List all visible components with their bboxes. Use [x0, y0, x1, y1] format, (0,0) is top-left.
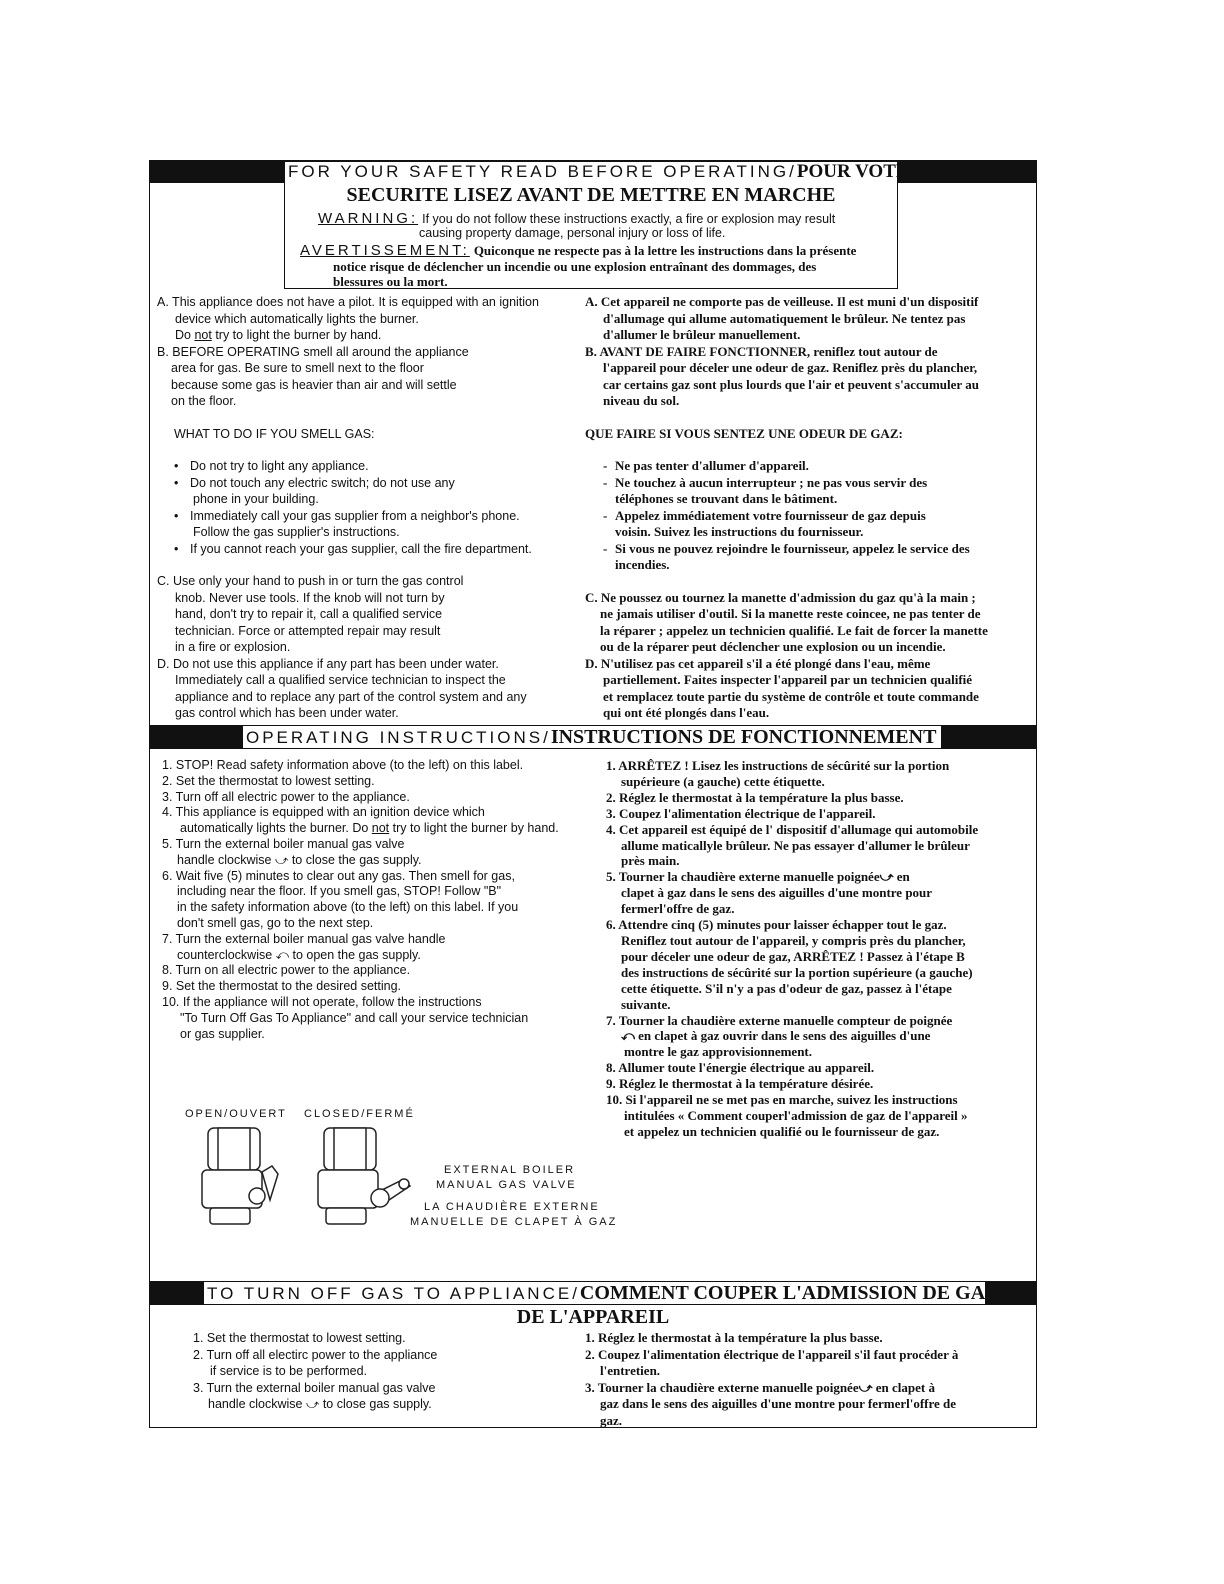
turnoff-fr-column [585, 1330, 1025, 1429]
en-item-b-line1: B. BEFORE OPERATING smell all around the appliance [157, 344, 469, 359]
en-item-c-line2: knob. Never use tools. If the knob will not turn by [175, 590, 445, 605]
op-en-step-2: 2. Set the thermostat to lowest setting. [162, 773, 375, 788]
op-fr-step-6c: pour déceler une odeur de gaz, ARRÊTEZ ! Passez à l'étape B [621, 948, 965, 964]
op-fr-step-7: 7. Tourner la chaudière externe manuelle compteur de poignée [606, 1012, 953, 1028]
op-fr-step-10c: et appelez un technicien qualifié ou le fournisseur de gaz. [624, 1123, 940, 1139]
en-item-c-line5: in a fire or explosion. [175, 640, 291, 654]
op-fr-step-9: 9. Réglez le thermostat à la température désirée. [606, 1076, 874, 1092]
en-item-d-line2: Immediately call a qualified service technician to inspect the [175, 673, 506, 687]
off-fr-step-1: 1. Réglez le thermostat à la température la plus basse. [585, 1330, 883, 1345]
op-en-step-5: 5. Turn the external boiler manual gas valve [162, 836, 405, 851]
valve-label-en-1: EXTERNAL BOILER [444, 1164, 576, 1176]
fr-item-d-line4: qui ont été plongés dans l'eau. [603, 705, 770, 720]
clockwise-arrow-icon: ⤻ [879, 869, 894, 885]
op-fr-step-4b: allume maticallyle brûleur. Ne pas essayer d'allumer le brûleur [621, 837, 970, 853]
op-en-step-1: 1. STOP! Read safety information above (to the left) on this label. [162, 758, 524, 772]
turnoff-title-en: TO TURN OFF GAS TO APPLIANCE/ [207, 1284, 580, 1303]
operating-title-fr: INSTRUCTIONS DE FONCTIONNEMENT [550, 726, 937, 748]
op-fr-step-5b: clapet à gaz dans le sens des aiguilles d'une montre pour [621, 885, 933, 901]
safety-title-en: FOR YOUR SAFETY READ BEFORE OPERATING/ [288, 162, 797, 181]
op-fr-step-3: 3. Coupez l'alimentation électrique de l'appareil. [606, 805, 876, 821]
en-item-d-line1: D. Do not use this appliance if any part has been under water. [157, 656, 499, 671]
fr-smell-item-4: - Si vous ne pouvez rejoindre le fournisseur, appelez le service des [585, 541, 1035, 558]
op-fr-step-1: 1. ARRÊTEZ ! Lisez les instructions de sécûrité sur la portion [606, 758, 950, 773]
op-fr-step-4: 4. Cet appareil est équipé de l' dispositif d'allumage qui automobile [606, 821, 979, 837]
valve-label-fr-1: LA CHAUDIÈRE EXTERNE [424, 1201, 600, 1213]
en-smell-heading: WHAT TO DO IF YOU SMELL GAS: [174, 426, 375, 441]
avertissement-text-1: Quiconque ne respecte pas à la lettre les instructions dans la présente [473, 243, 857, 258]
fr-smell-item-3b: voisin. Suivez les instructions du fournisseur. [615, 524, 864, 539]
warning-text-1: If you do not follow these instructions exactly, a fire or explosion may result [422, 212, 836, 226]
avertissement-block [300, 242, 856, 260]
op-en-step-7b: counterclockwise ⤺ to open the gas supply. [177, 947, 421, 962]
turnoff-en-column [193, 1330, 573, 1413]
valve-closed-caption: CLOSED/FERMÉ [304, 1108, 415, 1120]
safety-en-column [157, 294, 577, 722]
en-item-a-line3: Do not try to light the burner by hand. [175, 328, 382, 342]
en-item-b-line3: because some gas is heavier than air and will settle [171, 377, 457, 392]
op-en-step-6c: in the safety information above (to the left) on this label. If you [177, 900, 519, 915]
fr-item-a-line3: d'allumer le brûleur manuellement. [603, 327, 801, 342]
avertissement-text-2: notice risque de déclencher un incendie ou une explosion entraînant des dommages, des [333, 259, 817, 274]
warning-text-2: causing property damage, personal injury or loss of life. [419, 226, 726, 240]
fr-item-c-line2: ne jamais utiliser d'outil. Si la manette reste coincee, ne pas tenter de [600, 606, 981, 621]
en-item-d-line4: gas control which has been under water. [175, 706, 399, 720]
fr-item-d-line3: et remplacez toute partie du système de contrôle et toute commande [603, 688, 979, 704]
op-fr-step-8: 8. Allumer toute l'énergie électrique au appareil. [606, 1060, 875, 1076]
safety-title-fr-2: SECURITE LISEZ AVANT DE METTRE EN MARCHE [346, 184, 836, 206]
open-valve-icon [202, 1128, 278, 1224]
off-fr-step-2b: l'entretien. [600, 1363, 661, 1378]
avertissement-label: AVERTISSEMENT: [300, 242, 470, 259]
op-en-step-10b: "To Turn Off Gas To Appliance" and call your service technician [180, 1010, 529, 1025]
safety-title-line [288, 161, 923, 183]
off-en-step-2b: if service is to be performed. [210, 1364, 368, 1378]
counterclockwise-arrow-icon: ⤺ [275, 947, 290, 962]
op-fr-step-6f: suivante. [621, 996, 671, 1012]
operating-title-en: OPERATING INSTRUCTIONS/ [246, 728, 551, 747]
op-en-step-7: 7. Turn the external boiler manual gas valve handle [162, 931, 446, 946]
op-fr-step-6d: des instructions de sécûrité sur la portion supérieure (a gauche) [621, 964, 973, 980]
fr-smell-item-1: - Ne pas tenter d'allumer d'appareil. [585, 458, 1035, 475]
clockwise-arrow-icon: ⤻ [274, 852, 289, 867]
op-en-step-10: 10. If the appliance will not operate, follow the instructions [162, 994, 482, 1009]
en-smell-item-3b: Follow the gas supplier's instructions. [193, 525, 400, 539]
op-en-step-9: 9. Set the thermostat to the desired setting. [162, 979, 402, 994]
turnoff-title-fr-2: DE L'APPAREIL [516, 1306, 670, 1328]
turnoff-title [207, 1281, 999, 1305]
op-fr-step-10: 10. Si l'appareil ne se met pas en marche, suivez les instructions [606, 1092, 958, 1108]
counterclockwise-arrow-icon: ⤺ [621, 1028, 635, 1044]
en-item-d-line3: appliance and to replace any part of the control system and any [175, 689, 527, 704]
op-fr-step-5c: fermerl'offre de gaz. [621, 901, 735, 917]
en-item-c-line3: hand, don't try to repair it, call a qualified service [175, 607, 443, 621]
fr-item-a-line2: d'allumage qui allume automatiquement le brûleur. Ne tentez pas [603, 310, 966, 326]
off-fr-step-3c: gaz. [600, 1412, 623, 1428]
en-item-c-line4: technician. Force or attempted repair may result [175, 623, 441, 638]
off-en-step-1: 1. Set the thermostat to lowest setting. [193, 1331, 406, 1345]
off-fr-step-3b: gaz dans le sens des aiguilles d'une montre pour fermerl'offre de [600, 1396, 957, 1411]
op-en-step-6: 6. Wait five (5) minutes to clear out any gas. Then smell for gas, [162, 868, 515, 883]
fr-item-b-line4: niveau du sol. [603, 393, 680, 408]
fr-item-c-line1: C. Ne poussez ou tournez la manette d'admission du gaz qu'à la main ; [585, 589, 976, 605]
op-fr-step-6: 6. Attendre cinq (5) minutes pour laisser échapper tout le gaz. [606, 917, 947, 933]
off-fr-step-3: 3. Tourner la chaudière externe manuelle poignée⤻ en clapet à [585, 1379, 935, 1395]
avertissement-text-3: blessures ou la mort. [333, 274, 448, 289]
op-fr-step-7b: ⤺ en clapet à gaz ouvrir dans le sens des aiguilles d'une [621, 1028, 931, 1044]
fr-smell-item-4b: incendies. [615, 557, 670, 572]
op-en-step-10c: or gas supplier. [180, 1026, 265, 1041]
op-en-step-3: 3. Turn off all electric power to the appliance. [162, 789, 410, 804]
op-fr-step-4c: près main. [621, 853, 680, 869]
en-smell-item-4: • If you cannot reach your gas supplier, call the fire department. [170, 541, 577, 558]
clockwise-arrow-icon: ⤻ [858, 1379, 873, 1395]
safety-title-fr-1: POUR VOTRE [796, 161, 923, 182]
op-fr-step-10b: intitulées « Comment couperl'admission de gaz de l'appareil » [624, 1107, 968, 1123]
off-en-step-3b: handle clockwise ⤻ to close gas supply. [208, 1397, 432, 1411]
fr-item-c-line3: la réparer ; appelez un technicien qualifié. Le fait de forcer la manette [600, 622, 988, 638]
warning-label: WARNING: [318, 210, 419, 227]
fr-item-c-line4: ou de la réparer peut déclencher une explosion ou un incendie. [600, 639, 946, 654]
valve-illustration [190, 1122, 420, 1232]
off-en-step-3: 3. Turn the external boiler manual gas valve [193, 1380, 436, 1395]
valve-label-en-2: MANUAL GAS VALVE [436, 1179, 577, 1191]
op-fr-step-5: 5. Tourner la chaudière externe manuelle poignée⤻ en [606, 869, 910, 885]
en-item-a-line2: device which automatically lights the burner. [175, 311, 419, 326]
en-smell-item-3: • Immediately call your gas supplier from a neighbor's phone. [170, 508, 577, 525]
fr-item-b-line1: B. AVANT DE FAIRE FONCTIONNER, reniflez tout autour de [585, 343, 938, 359]
en-smell-item-2b: phone in your building. [193, 492, 319, 506]
off-fr-step-2: 2. Coupez l'alimentation électrique de l'appareil s'il faut procéder à [585, 1346, 959, 1362]
operating-title [246, 725, 942, 749]
op-en-step-6d: don't smell gas, go to the next step. [177, 915, 374, 930]
op-en-step-6b: including near the floor. If you smell gas, STOP! Follow "B" [177, 884, 502, 899]
op-en-step-4: 4. This appliance is equipped with an ignition device which [162, 805, 485, 820]
op-fr-step-1b: supérieure (a gauche) cette étiquette. [621, 773, 825, 789]
en-item-b-line4: on the floor. [171, 394, 237, 408]
en-smell-item-2: • Do not touch any electric switch; do not use any [170, 475, 577, 492]
op-en-step-8: 8. Turn on all electric power to the appliance. [162, 963, 411, 978]
en-item-c-line1: C. Use only your hand to push in or turn the gas control [157, 574, 464, 588]
fr-item-d-line1: D. N'utilisez pas cet appareil s'il a été plongé dans l'eau, même [585, 655, 931, 671]
off-en-step-2: 2. Turn off all electirc power to the appliance [193, 1347, 438, 1362]
operating-en-column [162, 758, 592, 1042]
op-en-step-4b: automatically lights the burner. Do not try to light the burner by hand. [180, 821, 559, 836]
fr-smell-item-2b: téléphones se trouvant dans le bâtiment. [615, 491, 838, 506]
fr-smell-item-3: - Appelez immédiatement votre fournisseur de gaz depuis [585, 508, 1035, 525]
op-fr-step-6e: cette étiquette. S'il n'y a pas d'odeur de gaz, passez à l'étape [621, 980, 952, 996]
valve-label-fr-2: MANUELLE DE CLAPET À GAZ [410, 1216, 618, 1228]
closed-valve-icon [318, 1128, 410, 1224]
en-item-b-line2: area for gas. Be sure to smell next to the floor [171, 361, 424, 375]
fr-smell-item-2: - Ne touchez à aucun interrupteur ; ne pas vous servir des [585, 475, 1035, 492]
fr-smell-heading: QUE FAIRE SI VOUS SENTEZ UNE ODEUR DE GAZ: [585, 425, 903, 441]
op-fr-step-7c: montre le gaz approvisionnement. [624, 1044, 813, 1060]
clockwise-arrow-icon: ⤻ [305, 1397, 320, 1411]
fr-item-b-line3: car certains gaz sont plus lourds que l'air et peuvent s'accumuler au [603, 376, 979, 392]
fr-item-a-line1: A. Cet appareil ne comporte pas de veilleuse. Il est muni d'un dispositif [585, 294, 979, 309]
safety-fr-column [585, 294, 1035, 722]
op-fr-step-2: 2. Réglez le thermostat à la température la plus basse. [606, 789, 904, 805]
op-en-step-5b: handle clockwise ⤻ to close the gas supply. [177, 852, 422, 867]
fr-item-b-line2: l'appareil pour déceler une odeur de gaz. Reniflez près du plancher, [603, 360, 978, 375]
operating-fr-column [606, 758, 1031, 1140]
turnoff-title-fr-1: COMMENT COUPER L'ADMISSION DE GAZ [579, 1282, 999, 1304]
op-fr-step-6b: Reniflez tout autour de l'appareil, y compris près du plancher, [621, 932, 966, 948]
en-smell-item-1: • Do not try to light any appliance. [170, 458, 577, 475]
valve-open-caption: OPEN/OUVERT [185, 1108, 287, 1120]
fr-item-d-line2: partiellement. Faites inspecter l'appareil par un technicien qualifié [603, 672, 973, 687]
en-item-a-line1: A. This appliance does not have a pilot. It is equipped with an ignition [157, 295, 539, 309]
